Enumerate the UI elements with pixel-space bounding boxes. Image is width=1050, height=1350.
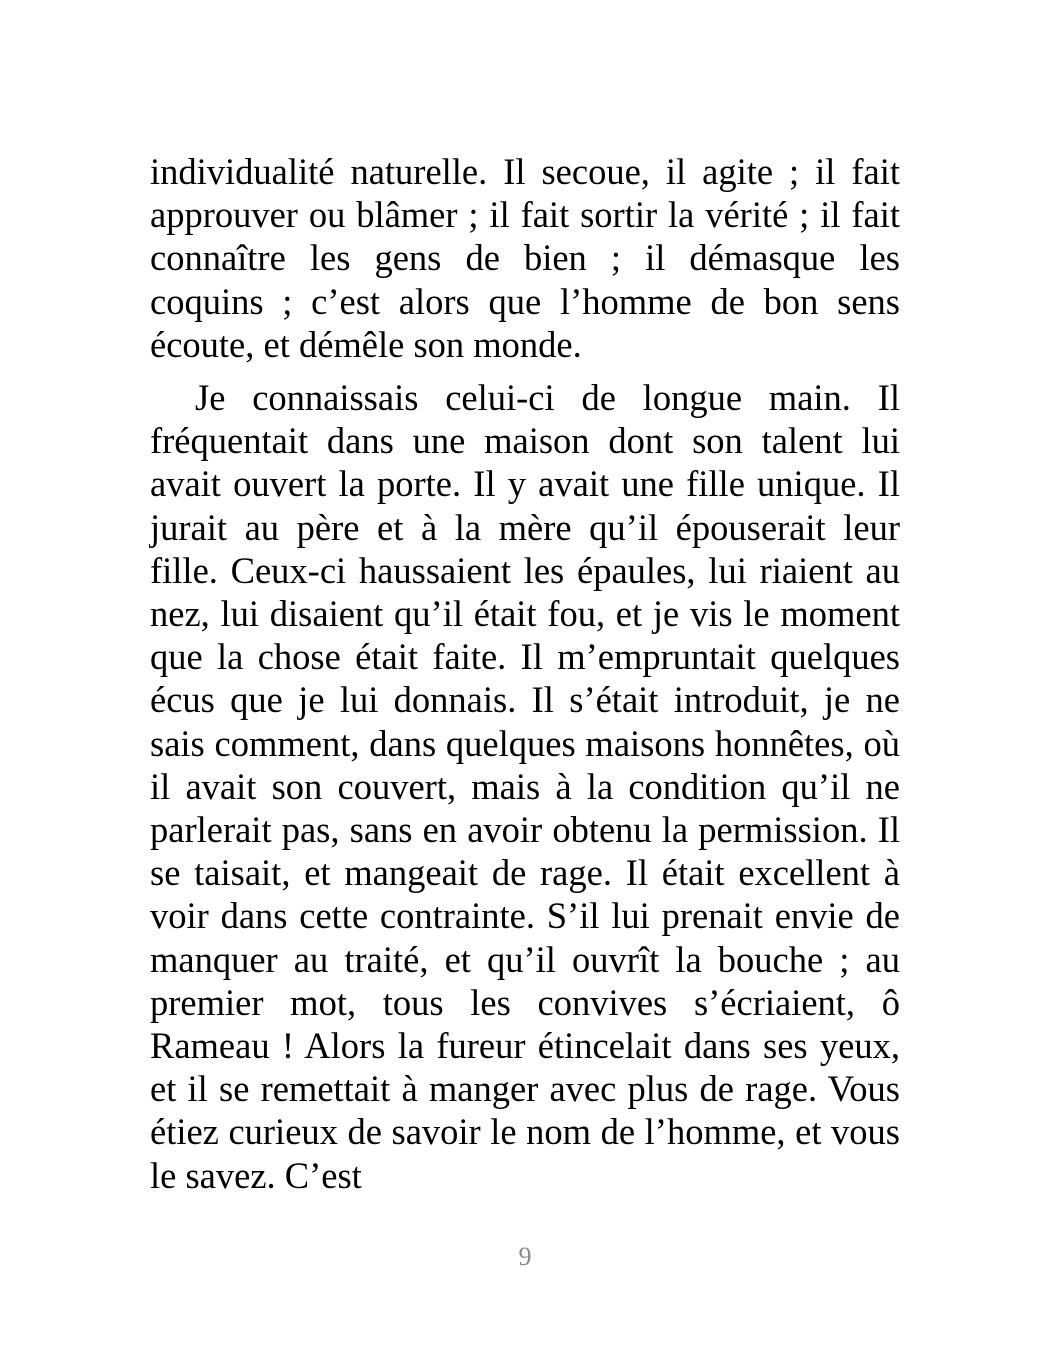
paragraph-continuation: individualité naturelle. Il secoue, il agite ; il fait approuver ou blâmer ; il fait sortir la vérité ; il fait connaître les gens de bien ; il démasque les coquins ; c’est alors que l’homme de bon sens écoute, et démêle son monde. bbox=[150, 151, 900, 365]
page-number: 9 bbox=[518, 1242, 532, 1271]
paragraph-rameau: Je connaissais celui-ci de longue main. Il fréquentait dans une maison dont son talent lui avait ouvert la porte. Il y avait une fille unique. Il jurait au père et à la mère qu’il épouserait leur fille. Ceux-ci haussaient les épaules, lui riaient au nez, lui disaient qu’il était fou, et je vis le moment que la chose était faite. Il m’empruntait quelques écus que je lui donnais. Il s’était introduit, je ne sais comment, dans quelques maisons honnêtes, où il avait son couvert, mais à la condition qu’il ne parlerait pas, sans en avoir obtenu la permission. Il se taisait, et mangeait de rage. Il était excellent à voir dans cette contrainte. S’il lui prenait envie de manquer au traité, et qu’il ouvrît la bouche ; au premier mot, tous les convives s’écriaient, ô Rameau ! Alors la fureur étincelait dans ses yeux, et il se remettait à manger avec plus de rage. Vous étiez curieux de savoir le nom de l’homme, et vous le savez. C’est bbox=[150, 377, 900, 1196]
body-text bbox=[150, 150, 900, 1197]
